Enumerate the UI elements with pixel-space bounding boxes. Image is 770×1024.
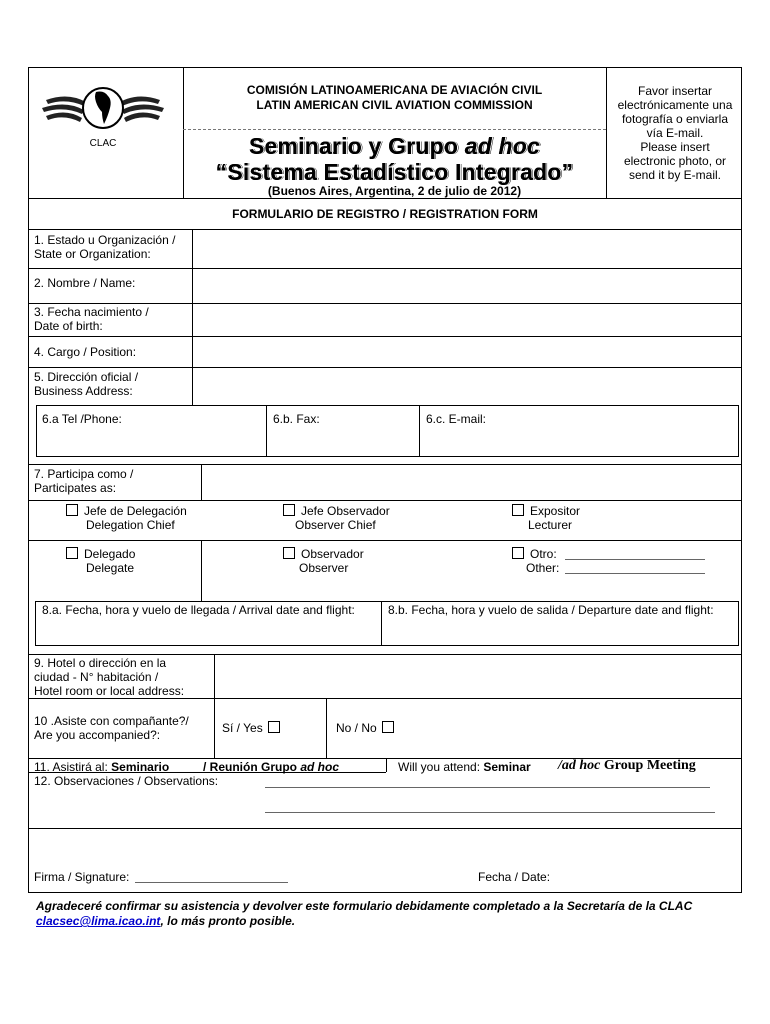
contact-divider-2 [419,405,420,457]
attend-en-prefix: Will you attend: [398,760,484,774]
contact-box [36,405,739,457]
seminario-label: Seminario [111,760,170,774]
option-label: Delegado [84,547,136,561]
option-label: Expositor [530,504,581,518]
row-line [28,654,742,655]
ad-hoc-label: ad hoc [300,760,339,774]
row-line [28,268,742,269]
checkbox-delegation-chief[interactable] [66,504,78,516]
phone-label: 6.a Tel /Phone: [42,412,122,426]
hotel-divider [214,654,215,758]
group-prefix: / Reunión Grupo [203,760,301,774]
row-line [28,540,742,541]
option-label: Jefe de Delegación [84,504,187,518]
accompanied-divider [326,698,327,758]
row-line [28,303,742,304]
title-italic-part: ad hoc [464,133,541,159]
row-line [28,367,742,368]
checkbox-observer-chief[interactable] [283,504,295,516]
date-label: Fecha / Date: [478,870,551,884]
footer-note [36,899,742,929]
option-yes[interactable] [222,721,286,735]
row-line [28,336,742,337]
checkbox-delegate[interactable] [66,547,78,559]
row-line [28,698,742,699]
secretariat-email-link[interactable]: clacsec@lima.icao.int [36,914,161,928]
attend-underline [28,772,386,773]
option-observer-en: Observer [299,561,349,575]
checkbox-lecturer[interactable] [512,504,524,516]
option-delegation-chief-en: Delegation Chief [86,518,175,532]
field-1-label: 1. Estado u Organización / State or Organization: [34,233,176,261]
form-title: FORMULARIO DE REGISTRO / REGISTRATION FORM [232,207,538,221]
option-no[interactable] [336,721,400,735]
field-11-en-label [398,760,531,774]
observations-line-2[interactable] [265,812,715,813]
option-other[interactable] [512,547,557,561]
photo-placeholder-note: Favor insertar electrónicamente una fotografía o enviarla vía E-mail. Please insert electronic photo, or send it by E-mail. [617,84,733,182]
checkbox-yes[interactable] [268,721,280,733]
checkbox-no[interactable] [382,721,394,733]
option-other-en: Other: [526,561,560,575]
option-lecturer[interactable] [512,504,580,518]
business-address-input[interactable] [194,369,740,403]
no-label: No / No [336,721,377,735]
state-organization-input[interactable] [194,231,740,267]
event-title-line2: “Sistema Estadístico Integrado” [215,159,574,185]
flight-divider [381,601,382,646]
seminar-label: Seminar [483,760,531,774]
checkbox-observer[interactable] [283,547,295,559]
footer-text-end: , lo más pronto posible. [160,914,296,928]
option-delegate[interactable] [66,547,135,561]
field-7-label: 7. Participa como / Participates as: [34,467,134,495]
yes-label: Sí / Yes [222,721,263,735]
other-input-line[interactable] [565,559,705,560]
participation-divider [201,464,202,500]
group-meeting-suffix: Group Meeting [600,758,696,773]
field-5-label: 5. Dirección oficial / Business Address: [34,370,139,398]
option-observer-chief[interactable] [283,504,390,518]
org-name-es: COMISIÓN LATINOAMERICANA DE AVIACIÓN CIVIL [246,83,543,97]
header-dashed-line [183,129,606,130]
field-10-label: 10 .Asiste con compañante?/ Are you accompanied?: [34,714,189,742]
group-meeting-en [558,758,696,774]
field-4-label: 4. Cargo / Position: [34,345,137,359]
hotel-input[interactable] [216,656,740,696]
contact-divider-1 [266,405,267,457]
email-label: 6.c. E-mail: [426,412,487,426]
observations-line-1[interactable] [265,787,710,788]
position-input[interactable] [194,338,740,366]
event-subtitle: (Buenos Aires, Argentina, 2 de julio de 2012) [267,184,522,198]
option-label: Jefe Observador [301,504,390,518]
field-2-label: 2. Nombre / Name: [34,276,136,290]
field-3-label: 3. Fecha nacimiento / Date of birth: [34,305,149,333]
ad-hoc-en: /ad hoc [558,758,601,773]
option-delegate-en: Delegate [86,561,135,575]
departure-label: 8.b. Fecha, hora y vuelo de salida / Departure date and flight: [388,603,714,617]
option-label: Otro: [530,547,557,561]
label-column-divider [192,229,193,405]
attend-divider [386,758,387,772]
logo-text: CLAC [89,138,117,149]
arrival-label: 8.a. Fecha, hora y vuelo de llegada / Arrival date and flight: [42,603,355,617]
footer-text: Agradeceré confirmar su asistencia y devolver este formulario debidamente completado a la Secretaría de la CLAC [36,899,693,913]
fax-label: 6.b. Fax: [273,412,320,426]
option-label: Observador [301,547,364,561]
participation-divider-lower [201,540,202,602]
signature-line[interactable] [135,882,288,883]
row-line [28,828,742,829]
other-input-line-2[interactable] [565,573,705,574]
option-observer[interactable] [283,547,364,561]
checkbox-other[interactable] [512,547,524,559]
option-observer-chief-en: Observer Chief [295,518,376,532]
signature-label: Firma / Signature: [34,870,130,884]
event-title-line1 [183,133,606,159]
option-delegation-chief[interactable] [66,504,187,518]
name-input[interactable] [194,270,740,302]
header-divider-right [606,67,607,198]
field-12-label: 12. Observaciones / Observations: [34,774,219,788]
row-line [28,500,742,501]
row-line [28,229,742,230]
org-name-en: LATIN AMERICAN CIVIL AVIATION COMMISSION [256,98,533,112]
title-part: Seminario y Grupo [248,133,465,159]
attend-prefix: 11. Asistirá al: [34,760,112,774]
field-9-label: 9. Hotel o dirección en la ciudad - N° habitación / Hotel room or local address: [34,656,185,698]
row-line [28,464,742,465]
header-bottom-line [28,198,742,199]
date-of-birth-input[interactable] [194,305,740,335]
option-lecturer-en: Lecturer [528,518,573,532]
